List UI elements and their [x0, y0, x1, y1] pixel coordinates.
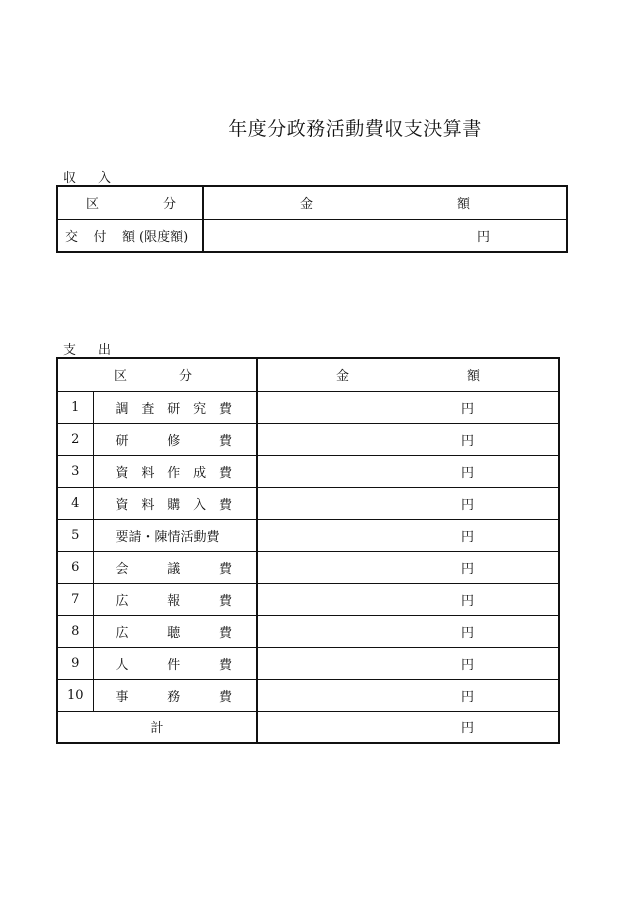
- expense-row-amount[interactable]: [257, 583, 559, 615]
- expense-row-category: [93, 423, 257, 455]
- income-grant-category: [57, 219, 203, 252]
- expense-row-category: [93, 519, 257, 551]
- expense-row-category: [93, 583, 257, 615]
- expense-row-category-text: 研 修 費: [115, 433, 232, 449]
- yen-unit: 円: [460, 433, 474, 449]
- expense-table: [56, 357, 560, 744]
- expense-row-category-text: 人 件 費: [115, 657, 232, 673]
- income-header-category: [57, 186, 203, 219]
- expense-row-category: [93, 647, 257, 679]
- expense-row: [57, 391, 559, 423]
- expense-row-amount[interactable]: [257, 551, 559, 583]
- expense-row-category-text: 広 聴 費: [115, 625, 232, 641]
- expense-section-label: 支出: [63, 343, 134, 358]
- expense-header-amount-text: 金 額: [336, 369, 480, 385]
- income-table: [56, 185, 568, 253]
- yen-unit: 円: [460, 529, 474, 545]
- expense-total-label: 計: [57, 711, 257, 743]
- expense-header-amount: [257, 358, 559, 391]
- expense-row-amount[interactable]: [257, 519, 559, 551]
- expense-row-amount[interactable]: [257, 423, 559, 455]
- expense-row: [57, 551, 559, 583]
- expense-row: [57, 615, 559, 647]
- yen-unit: 円: [460, 401, 474, 417]
- expense-row-category-text: 調 査 研 究 費: [115, 401, 232, 417]
- expense-row-number: 7: [57, 583, 93, 615]
- expense-header-category: [57, 358, 257, 391]
- expense-row-category-text: 要請・陳情活動費: [115, 529, 220, 545]
- expense-header-row: [57, 358, 559, 391]
- expense-row-number: 4: [57, 487, 93, 519]
- expense-row-amount[interactable]: [257, 615, 559, 647]
- expense-row-category: [93, 615, 257, 647]
- expense-row-category-text: 広 報 費: [115, 593, 232, 609]
- income-grant-note: (限度額): [139, 229, 189, 245]
- expense-row-number: 1: [57, 391, 93, 423]
- expense-row-category-text: 資 料 購 入 費: [115, 497, 232, 513]
- expense-row: [57, 679, 559, 711]
- yen-unit: 円: [460, 721, 474, 737]
- yen-unit: 円: [460, 657, 474, 673]
- yen-unit: 円: [460, 689, 474, 705]
- yen-unit: 円: [460, 497, 474, 513]
- expense-row-number: 6: [57, 551, 93, 583]
- expense-row-amount[interactable]: [257, 679, 559, 711]
- expense-row: [57, 455, 559, 487]
- document-title: 年度分政務活動費収支決算書: [228, 118, 482, 140]
- expense-total-amount[interactable]: [257, 711, 559, 743]
- expense-row-amount[interactable]: [257, 647, 559, 679]
- expense-row-amount[interactable]: [257, 455, 559, 487]
- expense-row-number: 5: [57, 519, 93, 551]
- expense-row: [57, 647, 559, 679]
- income-header-row: [57, 186, 567, 219]
- expense-row-number: 3: [57, 455, 93, 487]
- income-grant-row: [57, 219, 567, 252]
- income-header-category-text: 区 分: [86, 197, 176, 213]
- expense-row-category: [93, 679, 257, 711]
- expense-row-category: [93, 551, 257, 583]
- yen-unit: 円: [460, 561, 474, 577]
- expense-row-number: 2: [57, 423, 93, 455]
- expense-row-number: 10: [57, 679, 93, 711]
- income-header-amount-text: 金 額: [300, 197, 470, 213]
- income-section-label: 収入: [63, 171, 134, 186]
- expense-row-category-text: 資 料 作 成 費: [115, 465, 232, 481]
- expense-row-category: [93, 487, 257, 519]
- yen-unit: 円: [460, 593, 474, 609]
- yen-unit: 円: [460, 625, 474, 641]
- expense-row-number: 8: [57, 615, 93, 647]
- expense-header-category-text: 区 分: [114, 369, 192, 385]
- expense-row: [57, 487, 559, 519]
- expense-row-amount[interactable]: [257, 487, 559, 519]
- income-grant-amount[interactable]: [203, 219, 567, 252]
- expense-row: [57, 583, 559, 615]
- income-grant-label: 交 付 額: [65, 229, 135, 245]
- income-header-amount: [203, 186, 567, 219]
- expense-row-number: 9: [57, 647, 93, 679]
- expense-total-row: [57, 711, 559, 743]
- expense-row-amount[interactable]: [257, 391, 559, 423]
- expense-row-category-text: 会 議 費: [115, 561, 232, 577]
- expense-row-category: [93, 391, 257, 423]
- expense-row-category: [93, 455, 257, 487]
- expense-row: [57, 519, 559, 551]
- expense-row: [57, 423, 559, 455]
- yen-unit: 円: [460, 465, 474, 481]
- yen-unit: 円: [476, 229, 490, 245]
- expense-row-category-text: 事 務 費: [115, 689, 232, 705]
